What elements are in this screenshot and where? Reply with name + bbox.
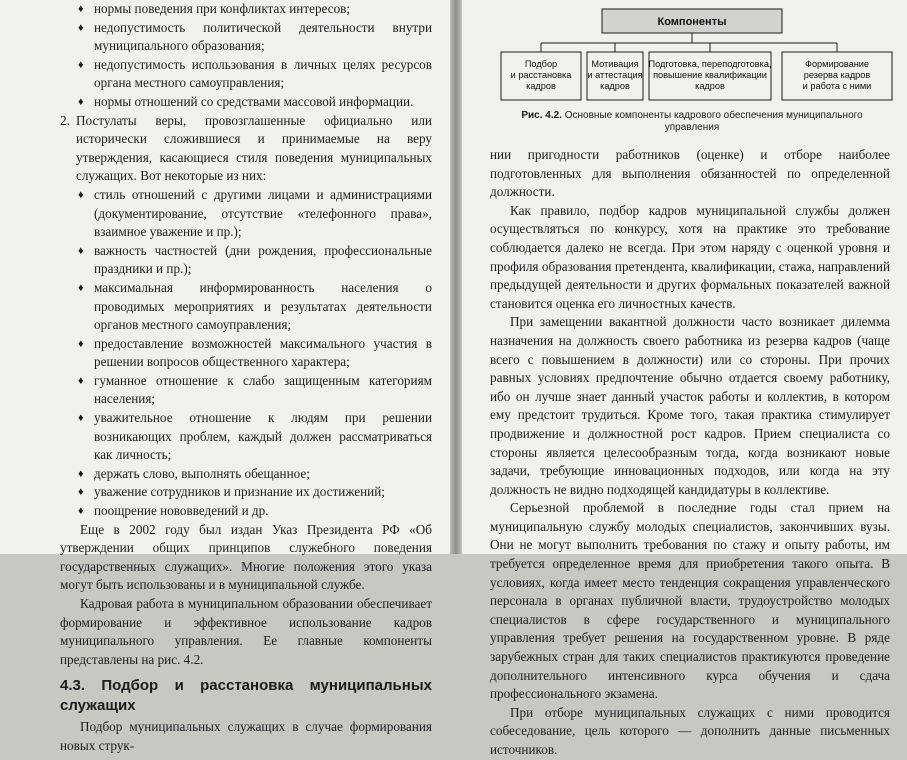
diagram-label: Формирование	[804, 59, 870, 69]
diagram-label: Подбор	[524, 59, 558, 69]
list-item: ♦ стиль отношений с другими лицами и администрациями (документирование, отсутствие «телефонного права», взаимное уважение и пр.);	[60, 186, 432, 242]
diagram-label: повышение квалификации	[653, 70, 767, 80]
list-item: ♦ важность частностей (дни рождения, профессиональные праздники и пр.);	[60, 242, 432, 279]
paragraph-young-specialists: Серьезной проблемой в последние годы стал прием на муниципальную службу молодых специалистов, закончивших вузы. Они не могут выполнить требования по стажу и опыту работы, им требуется определенное время для приобретения такого опыта. В условиях, когда имеет место тенденция сокращения управленческого персонала в органах публичной власти, трудоустройство молодых специалистов в сфере государственного и муниципального управления требует решения на государственном уровне. В ряде зарубежных стран для таких специалистов практикуются проведение дополнительного интенсивного курса обучения и сдача профессионального экзамена.	[490, 500, 890, 702]
section-heading: 4.3. Подбор и расстановка муниципальных служащих	[60, 677, 432, 715]
paragraph-cadre-work: Кадровая работа в муниципальном образовании обеспечивает формирование и эффективное использование кадров муниципального управления. Ее главные компоненты представлены на рис. 4.2.	[60, 596, 432, 667]
list-item: ♦ недопустимость политической деятельности внутри муниципального образования;	[60, 19, 432, 56]
paragraph-interview: При отборе муниципальных служащих с ними проводится собеседование, цель которого — дополнить данные письменных источников.	[490, 704, 890, 757]
components-diagram	[462, 0, 907, 110]
paragraph-vacancy: При замещении вакантной должности часто возникает дилемма назначения на должность своего работника из резерва кадров (чаще всего с повышением в должности) или со стороны. При прочих равных условиях предпочтение обычно отдается своему работнику, ибо он лучше знает данный участок работы и коллектив, в котором ему предстоит трудиться. Кроме того, такая практика стимулирует продвижение и должностной рост кадров. Прием специалиста со стороны является целесообразным тогда, когда возникают новые задачи, требующие инновационных подходов, или когда на эту должность не видно подходящей кандидатуры в коллективе.	[490, 314, 890, 497]
list-item: ♦ нормы поведения при конфликтах интересов;	[60, 0, 432, 19]
item-number: 2.	[60, 112, 70, 128]
figure-caption	[502, 110, 882, 134]
list-item: ♦ максимальная информированность населения о проводимых мероприятиях и результатах деятельности органов местного самоуправления;	[60, 279, 432, 335]
list-item: ♦ держать слово, выполнять обещанное;	[60, 465, 432, 484]
diagram-label: Подготовка, переподготовка,	[648, 59, 772, 69]
diagram-label: кадров	[526, 81, 556, 91]
book-gutter	[450, 0, 462, 554]
figure-caption-text: Основные компоненты кадрового обеспечения муниципального управления	[564, 110, 863, 133]
diagram-root-label: Компоненты	[657, 16, 727, 28]
diagram-label: и расстановка	[510, 70, 572, 80]
paragraph-contest: Как правило, подбор кадров муниципальной службы должен осуществляться по конкурсу, хотя на практике это требование соблюдается далеко не всегда. При этом наряду с оценкой уровня и профиля образования претендента, квалификации, стажа, направлений предыдущей деятельности и других формальных показателей важной становится оценка его личностных качеств.	[490, 202, 890, 311]
diagram-label: Мотивация	[591, 59, 639, 69]
left-page	[0, 0, 450, 753]
list-item: ♦ гуманное отношение к слабо защищенным категориям населения;	[60, 372, 432, 409]
paragraph-continued: нии пригодности работников (оценке) и отборе наиболее подготовленных для выполнения обязанностей по определенной должности.	[490, 147, 890, 200]
list-item: ♦ поощрение нововведений и др.	[60, 502, 432, 521]
list-item: ♦ нормы отношений со средствами массовой информации.	[60, 93, 432, 112]
left-text-column	[60, 0, 432, 756]
numbered-item-2	[60, 112, 432, 186]
diagram-label: и аттестация	[587, 70, 643, 80]
figure-label: Рис. 4.2.	[521, 110, 562, 121]
diagram-label: кадров	[695, 81, 725, 91]
list-item: ♦ уважительное отношение к людям при решении возникающих проблем, каждый должен рассматриваться как личность;	[60, 409, 432, 465]
diagram-label: и работа с ними	[802, 81, 872, 91]
paragraph-cut: Подбор муниципальных служащих в случае формирования новых струк-	[60, 719, 432, 753]
item-text: Постулаты веры, провозглашенные официально или исторически сложившиеся и принимаемые на веру утверждения, касающиеся стиля поведения муниципальных служащих. Вот некоторые из них:	[76, 112, 432, 184]
diagram-label: резерва кадров	[803, 70, 871, 80]
paragraph-decree: Еще в 2002 году был издан Указ Президента РФ «Об утверждении общих принципов служебного поведения государственных служащих». Многие положения этого указа могут быть использованы и в муниципальной службе.	[60, 521, 432, 593]
right-text-column	[490, 146, 890, 760]
list-item: ♦ недопустимость использования в личных целях ресурсов органа местного самоуправления;	[60, 56, 432, 93]
right-page	[462, 0, 907, 757]
list-item: ♦ предоставление возможностей максимального участия в решении вопросов общественного характера;	[60, 335, 432, 372]
list-item: ♦ уважение сотрудников и признание их достижений;	[60, 483, 432, 502]
diagram-label: кадров	[600, 81, 630, 91]
